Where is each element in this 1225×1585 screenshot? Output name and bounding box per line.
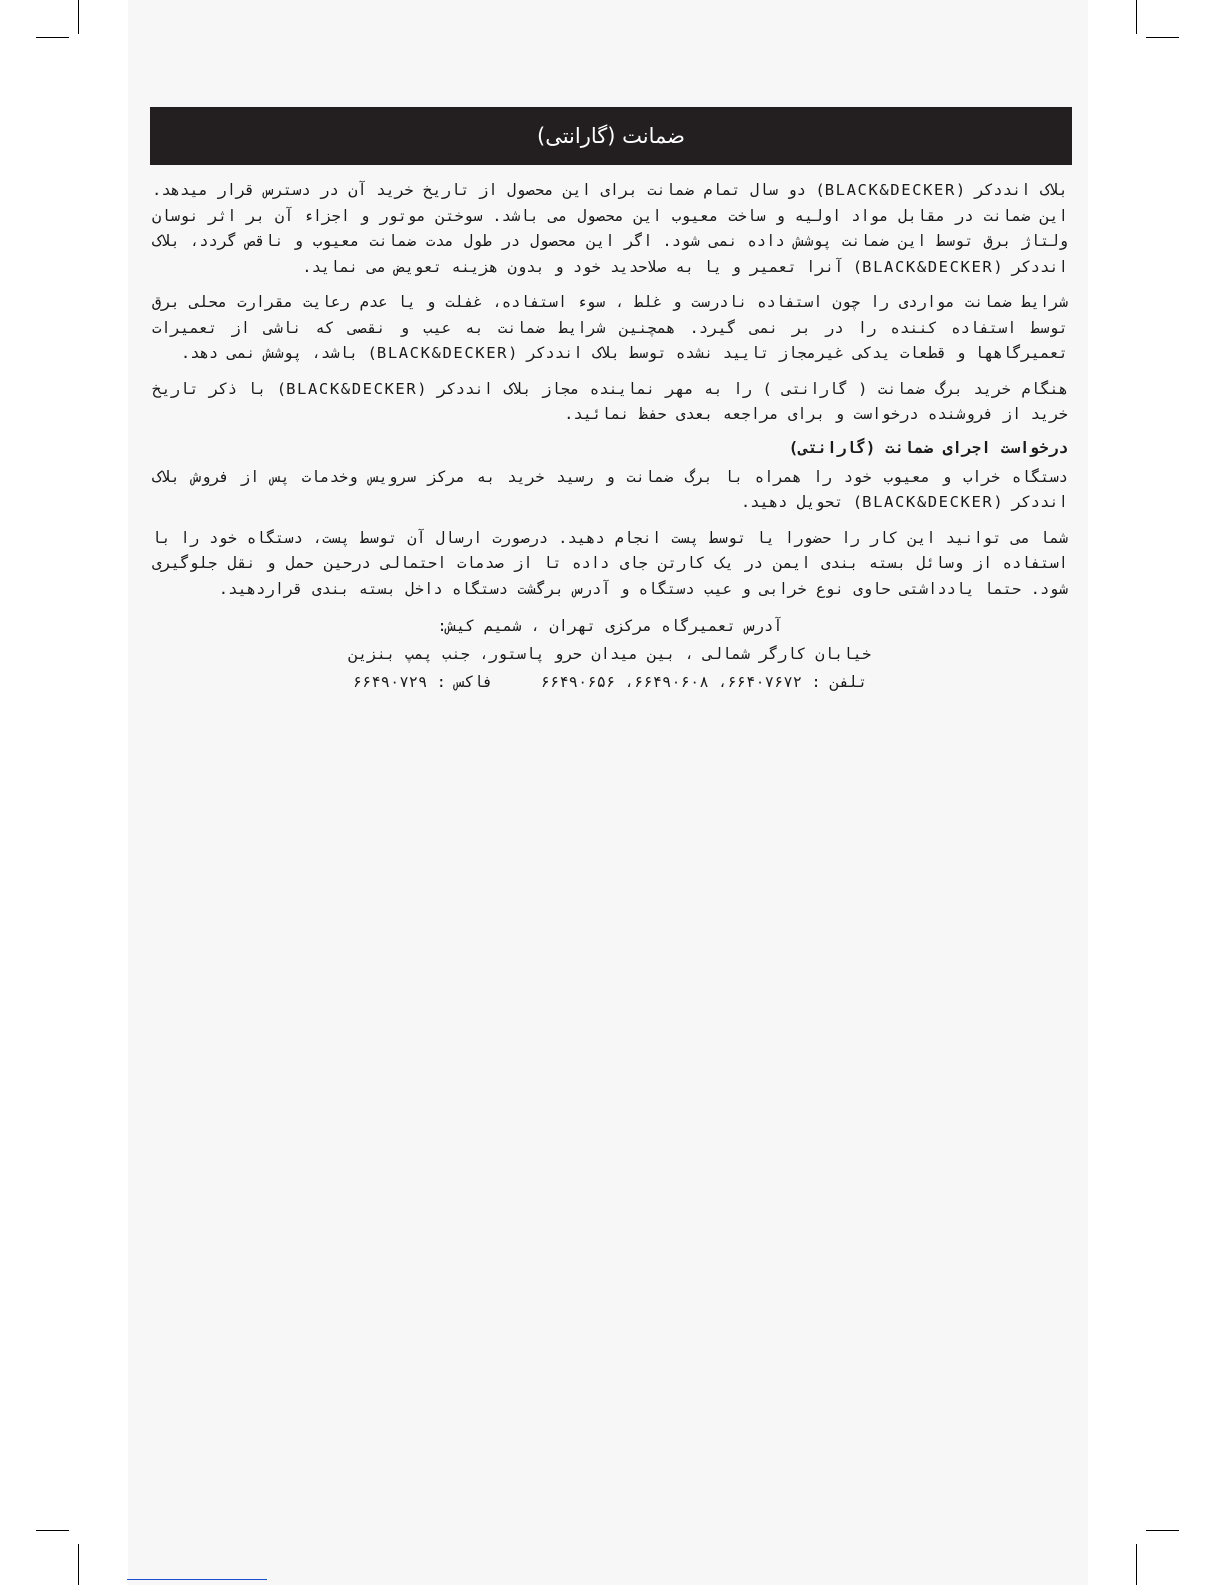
footer-link-line: [127, 1579, 267, 1580]
crop-mark: [36, 1530, 69, 1531]
crop-mark: [1146, 1530, 1179, 1531]
service-address: [152, 612, 1068, 696]
warranty-paragraph: هنگام خرید برگ ضمانت ( گارانتی ) را به مهر نماینده مجاز بلاک انددکر (BLACK&DECKER) با ذکر تاریخ خرید از فروشنده درخواست و برای مراجعه بعدی حفظ نمائید.: [152, 379, 1068, 423]
crop-mark: [1136, 0, 1137, 34]
warranty-content: [152, 178, 1068, 696]
warranty-paragraph: بلاک انددکر (BLACK&DECKER) دو سال تمام ضمانت برای این محصول از تاریخ خرید آن در دسترس قرار میدهد. این ضمانت در مقابل مواد اولیه و ساخت معیوب این محصول می باشد. سوختن موتور و اجزاء آن بر اثر نوسان ولتاژ برق توسط این ضمانت پوشش داده نمی شود. اگر این محصول در طول مدت ضمانت معیوب و ناقص گردد، بلاک انددکر (BLACK&DECKER) آنرا تعمیر و یا به صلاحدید خود و بدون هزینه تعویض می نماید.: [152, 181, 1068, 276]
crop-mark: [36, 37, 69, 38]
fax-number: فاکس : ۶۶۴۹۰۷۲۹: [352, 673, 493, 691]
address-title: آدرس تعمیرگاه مرکزی تهران ، شمیم کیش:: [437, 617, 783, 635]
request-heading: درخواست اجرای ضمانت (گارانتی): [788, 437, 1068, 457]
crop-mark: [1136, 1544, 1137, 1585]
contact-numbers: [152, 668, 1068, 696]
request-paragraph: دستگاه خراب و معیوب خود را همراه با برگ ضمانت و رسید خرید به مرکز سرویس وخدمات پس از فروش بلاک انددکر (BLACK&DECKER) تحویل دهید.: [152, 467, 1068, 511]
warranty-paragraph: شرایط ضمانت مواردی را چون استفاده نادرست و غلط ، سوء استفاده، غفلت و یا عدم رعایت مقرارت محلی برق توسط استفاده کننده را در بر نمی گیرد. همچنین شرایط ضمانت به عیب و نقصی که ناشی از تعمیرات تعمیرگاهها و قطعات یدکی غیرمجاز تایید نشده توسط بلاک انددکر (BLACK&DECKER) باشد، پوشش نمی دهد.: [152, 293, 1068, 362]
request-paragraph: شما می توانید این کار را حضورا یا توسط پست انجام دهید. درصورت ارسال آن توسط پست، دستگاه خود را با استفاده از وسائل بسته بندی ایمن در یک کارتن جای داده تا از صدمات احتمالی درحین حمل و نقل جلوگیری شود. حتما یادداشتی حاوی نوع خرابی و عیب دستگاه و آدرس برگشت دستگاه داخل بسته بندی قراردهید.: [152, 528, 1068, 598]
crop-mark: [78, 1544, 79, 1585]
phone-numbers: تلفن : ۶۶۴۰۷۶۷۲، ۶۶۴۹۰۶۰۸، ۶۶۴۹۰۶۵۶: [540, 673, 868, 691]
crop-mark: [1146, 37, 1179, 38]
crop-mark: [78, 0, 79, 34]
warranty-header-bar: [150, 107, 1072, 165]
page-title: ضمانت (گارانتی): [537, 124, 685, 148]
address-street: خیابان کارگر شمالی ، بین میدان حرو پاستور، جنب پمپ بنزین: [348, 645, 872, 663]
